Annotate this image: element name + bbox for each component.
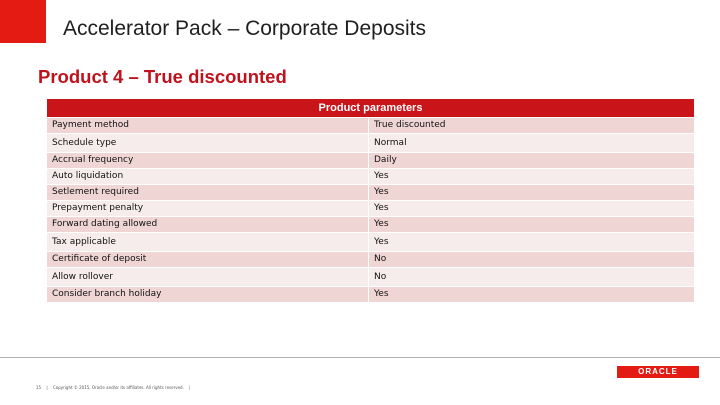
parameter-value: Yes [369,217,694,232]
parameter-label: Setlement required [47,185,368,200]
footer-separator: | [189,385,191,390]
footer-divider [0,357,720,358]
product-subtitle: Product 4 – True discounted [38,66,287,87]
table-row [47,169,694,184]
parameter-label: Certificate of deposit [47,252,368,267]
parameter-label: Auto liquidation [47,169,368,184]
parameter-value: True discounted [369,118,694,133]
product-parameters-table [47,99,694,302]
parameter-value: Yes [369,169,694,184]
parameter-label: Payment method [47,118,368,133]
table-row [47,185,694,200]
table-row [47,268,694,286]
parameter-value: No [369,268,694,286]
parameter-value: Yes [369,185,694,200]
copyright-text: Copyright © 2015, Oracle and/or its affiliates. All rights reserved. [53,385,184,390]
page-number: 15 [36,385,42,390]
parameter-value: Yes [369,233,694,251]
table-header: Product parameters [47,99,694,117]
brand-accent-bar [0,0,46,43]
parameter-label: Schedule type [47,134,368,152]
table-row [47,201,694,216]
parameter-label: Forward dating allowed [47,217,368,232]
parameter-value: Daily [369,153,694,168]
parameter-label: Tax applicable [47,233,368,251]
parameter-value: Yes [369,287,694,302]
slide-footer [36,385,195,390]
parameter-value: Yes [369,201,694,216]
table-row [47,233,694,251]
footer-separator: | [46,385,48,390]
parameter-value: No [369,252,694,267]
oracle-logo: ORACLE [617,366,699,378]
table-row [47,217,694,232]
table-row [47,252,694,267]
table-row [47,134,694,152]
parameter-label: Accrual frequency [47,153,368,168]
parameter-label: Allow rollover [47,268,368,286]
slide-title: Accelerator Pack – Corporate Deposits [63,17,426,40]
parameter-label: Prepayment penalty [47,201,368,216]
table-row [47,287,694,302]
parameter-label: Consider branch holiday [47,287,368,302]
table-row [47,118,694,133]
table-row [47,153,694,168]
parameter-value: Normal [369,134,694,152]
